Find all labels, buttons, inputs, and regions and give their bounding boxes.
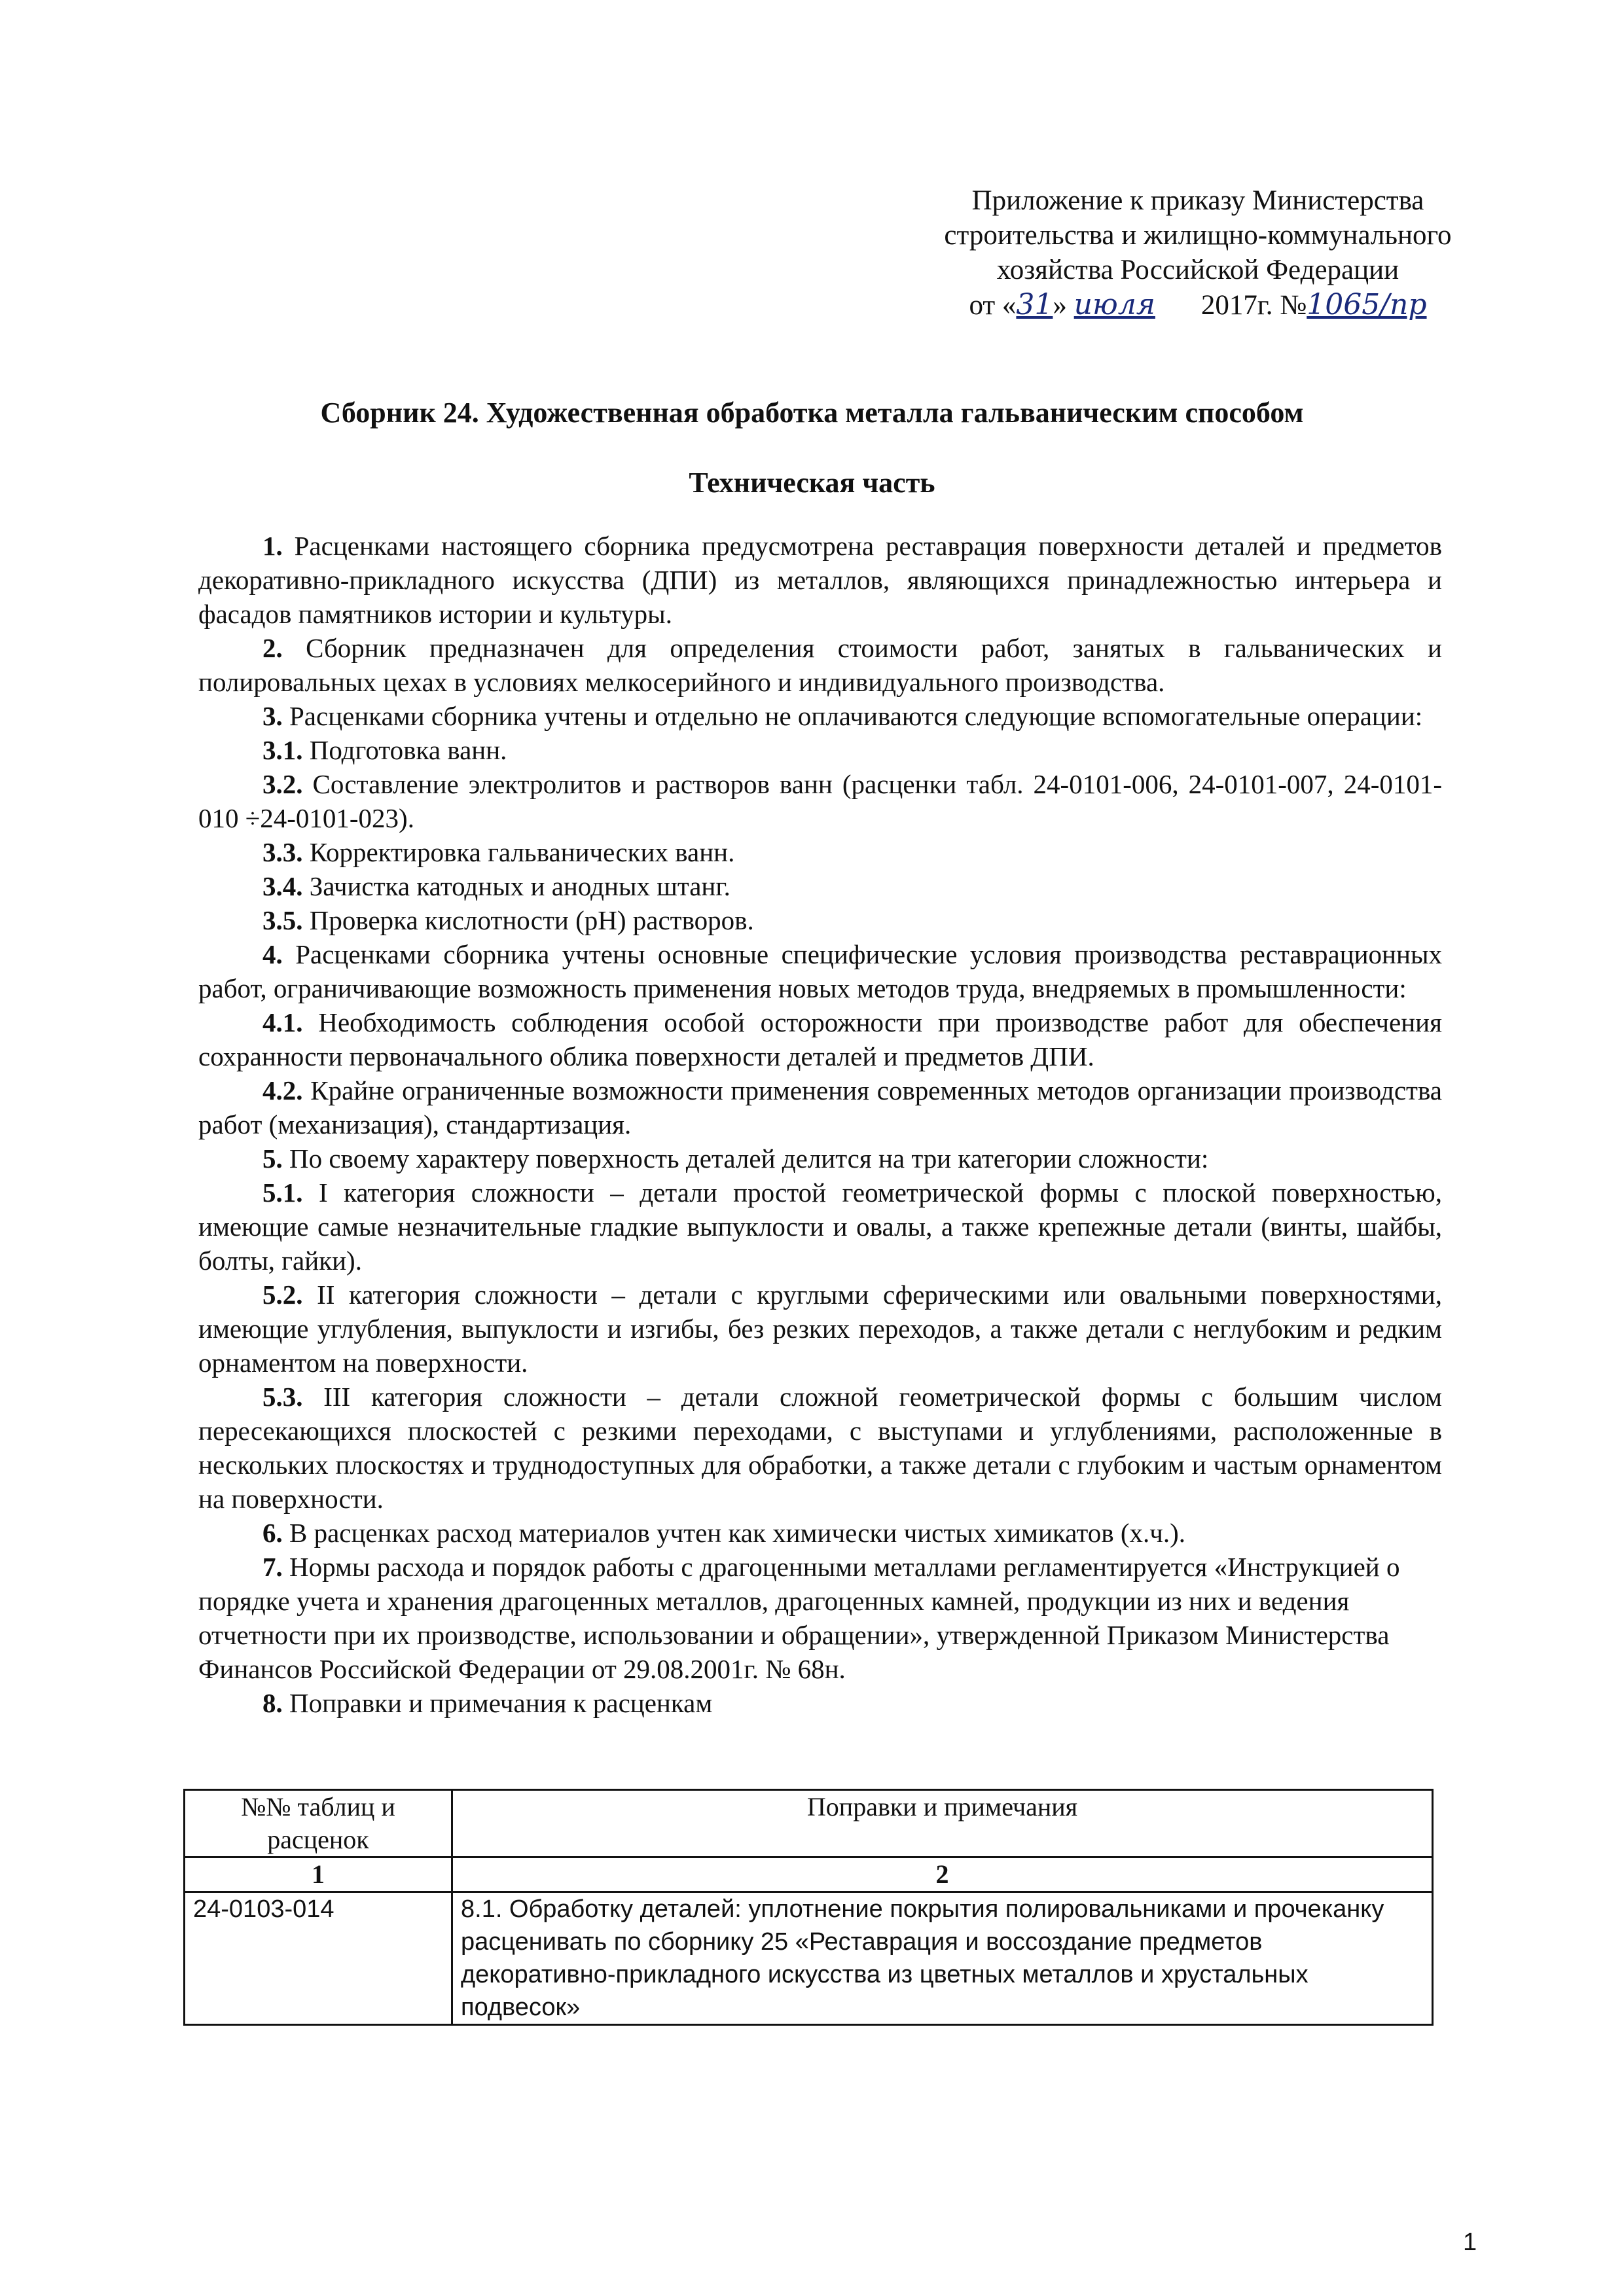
paragraph-4-1: 4.1. Необходимость соблюдения особой осторожности при производстве работ для обеспечения сохранности первоначального облика поверхности деталей и предметов ДПИ. — [198, 1007, 1442, 1071]
table-numbering-row — [185, 1857, 1433, 1892]
rate-code-cell: 24-0103-014 — [185, 1892, 452, 2025]
paragraph-1: 1. Расценками настоящего сборника предусмотрена реставрация поверхности деталей и предметов декоративно-прикладного искусства (ДПИ) из металлов, являющихся принадлежностью интерьера и фасадов памятников истории и культуры. — [198, 531, 1442, 629]
table-header-row — [185, 1790, 1433, 1857]
date-quote-close: » — [1053, 290, 1074, 321]
paragraph-5: 5. По своему характеру поверхность деталей делится на три категории сложности: — [262, 1143, 1209, 1174]
handwritten-month: июля — [1074, 288, 1155, 321]
paragraph-3-5: 3.5. Проверка кислотности (pH) растворов. — [262, 905, 754, 935]
paragraph-5-2: 5.2. II категория сложности – детали с круглыми сферическими или овальными поверхностями, имеющие углубления, выпуклости и изгибы, без резких переходов, а также детали с неглубоким и редким орнаментом на поверхности. — [198, 1280, 1442, 1378]
header-line-2: строительства и жилищно-коммунального — [944, 220, 1452, 251]
column-number-2: 2 — [452, 1857, 1433, 1892]
paragraph-3-3: 3.3. Корректировка гальванических ванн. — [262, 837, 735, 867]
column-header-notes: Поправки и примечания — [452, 1790, 1433, 1857]
table-row — [185, 1892, 1433, 2025]
paragraph-2: 2. Сборник предназначен для определения стоимости работ, занятых в гальванических и полировальных цехах в условиях мелкосерийного и индивидуального производства. — [198, 633, 1442, 697]
paragraph-3: 3. Расценками сборника учтены и отдельно не оплачиваются следующие вспомогательные операции: — [262, 701, 1423, 731]
paragraph-5-1: 5.1. I категория сложности – детали простой геометрической формы с плоской поверхностью, имеющие самые незначительные гладкие выпуклости и овалы, а также крепежные детали (винты, шайбы, болты, гайки). — [198, 1177, 1442, 1276]
section-title: Техническая часть — [689, 467, 935, 499]
column-number-1: 1 — [185, 1857, 452, 1892]
date-prefix: от « — [969, 290, 1017, 321]
header-line-1: Приложение к приказу Министерства — [971, 185, 1424, 216]
paragraph-4: 4. Расценками сборника учтены основные специфические условия производства реставрационных работ, ограничивающие возможность применения новых методов труда, внедряемых в промышленности: — [198, 939, 1442, 1003]
paragraph-7: 7. Нормы расхода и порядок работы с драгоценными металлами регламентируется «Инструкцией о порядке учета и хранения драгоценных металлов, драгоценных камней, продукции из них и ведения отчетности при их производстве, использовании и обращении», утвержденной Приказом Министерства Финансов Российской Федерации от 29.08.2001г. № 68н. — [198, 1552, 1400, 1684]
handwritten-day: 31 — [1016, 288, 1053, 321]
paragraph-3-4: 3.4. Зачистка катодных и анодных штанг. — [262, 871, 731, 901]
paragraph-6: 6. В расценках расход материалов учтен как химически чистых химикатов (х.ч.). — [262, 1518, 1185, 1548]
paragraph-3-2: 3.2. Составление электролитов и растворов ванн (расценки табл. 24-0101-006, 24-0101-007, 24-0101-010 ÷24-0101-023). — [198, 769, 1442, 833]
paragraph-3-1: 3.1. Подготовка ванн. — [262, 735, 507, 765]
appendix-header — [916, 183, 1479, 323]
note-cell: 8.1. Обработку деталей: уплотнение покрытия полировальниками и прочеканку расценивать по сборнику 25 «Реставрация и воссоздание предметов декоративно-прикладного искусства из цветных металлов и хрустальных подвесок» — [452, 1892, 1433, 2025]
date-year: 2017г. № — [1200, 290, 1307, 321]
paragraph-5-3: 5.3. III категория сложности – детали сложной геометрической формы с большим числом пересекающихся плоскостей с резкими переходами, с выступами и углублениями, расположенные в нескольких плоскостях и труднодоступных для обработки, а также детали с глубоким и частым орнаментом на поверхности. — [198, 1382, 1442, 1514]
header-date-line — [916, 287, 1479, 323]
paragraph-8: 8. Поправки и примечания к расценкам — [262, 1688, 713, 1718]
handwritten-order-number: 1065/пр — [1307, 288, 1427, 321]
header-line-3: хозяйства Российской Федерации — [996, 255, 1399, 285]
paragraph-4-2: 4.2. Крайне ограниченные возможности применения современных методов организации производства работ (механизация), стандартизация. — [198, 1075, 1442, 1139]
technical-part-body — [198, 529, 1442, 1720]
page-number: 1 — [1463, 2229, 1477, 2256]
column-header-codes: №№ таблиц и расценок — [185, 1790, 452, 1857]
document-title: Сборник 24. Художественная обработка металла гальваническим способом — [320, 397, 1304, 429]
amendments-table — [183, 1789, 1434, 2026]
